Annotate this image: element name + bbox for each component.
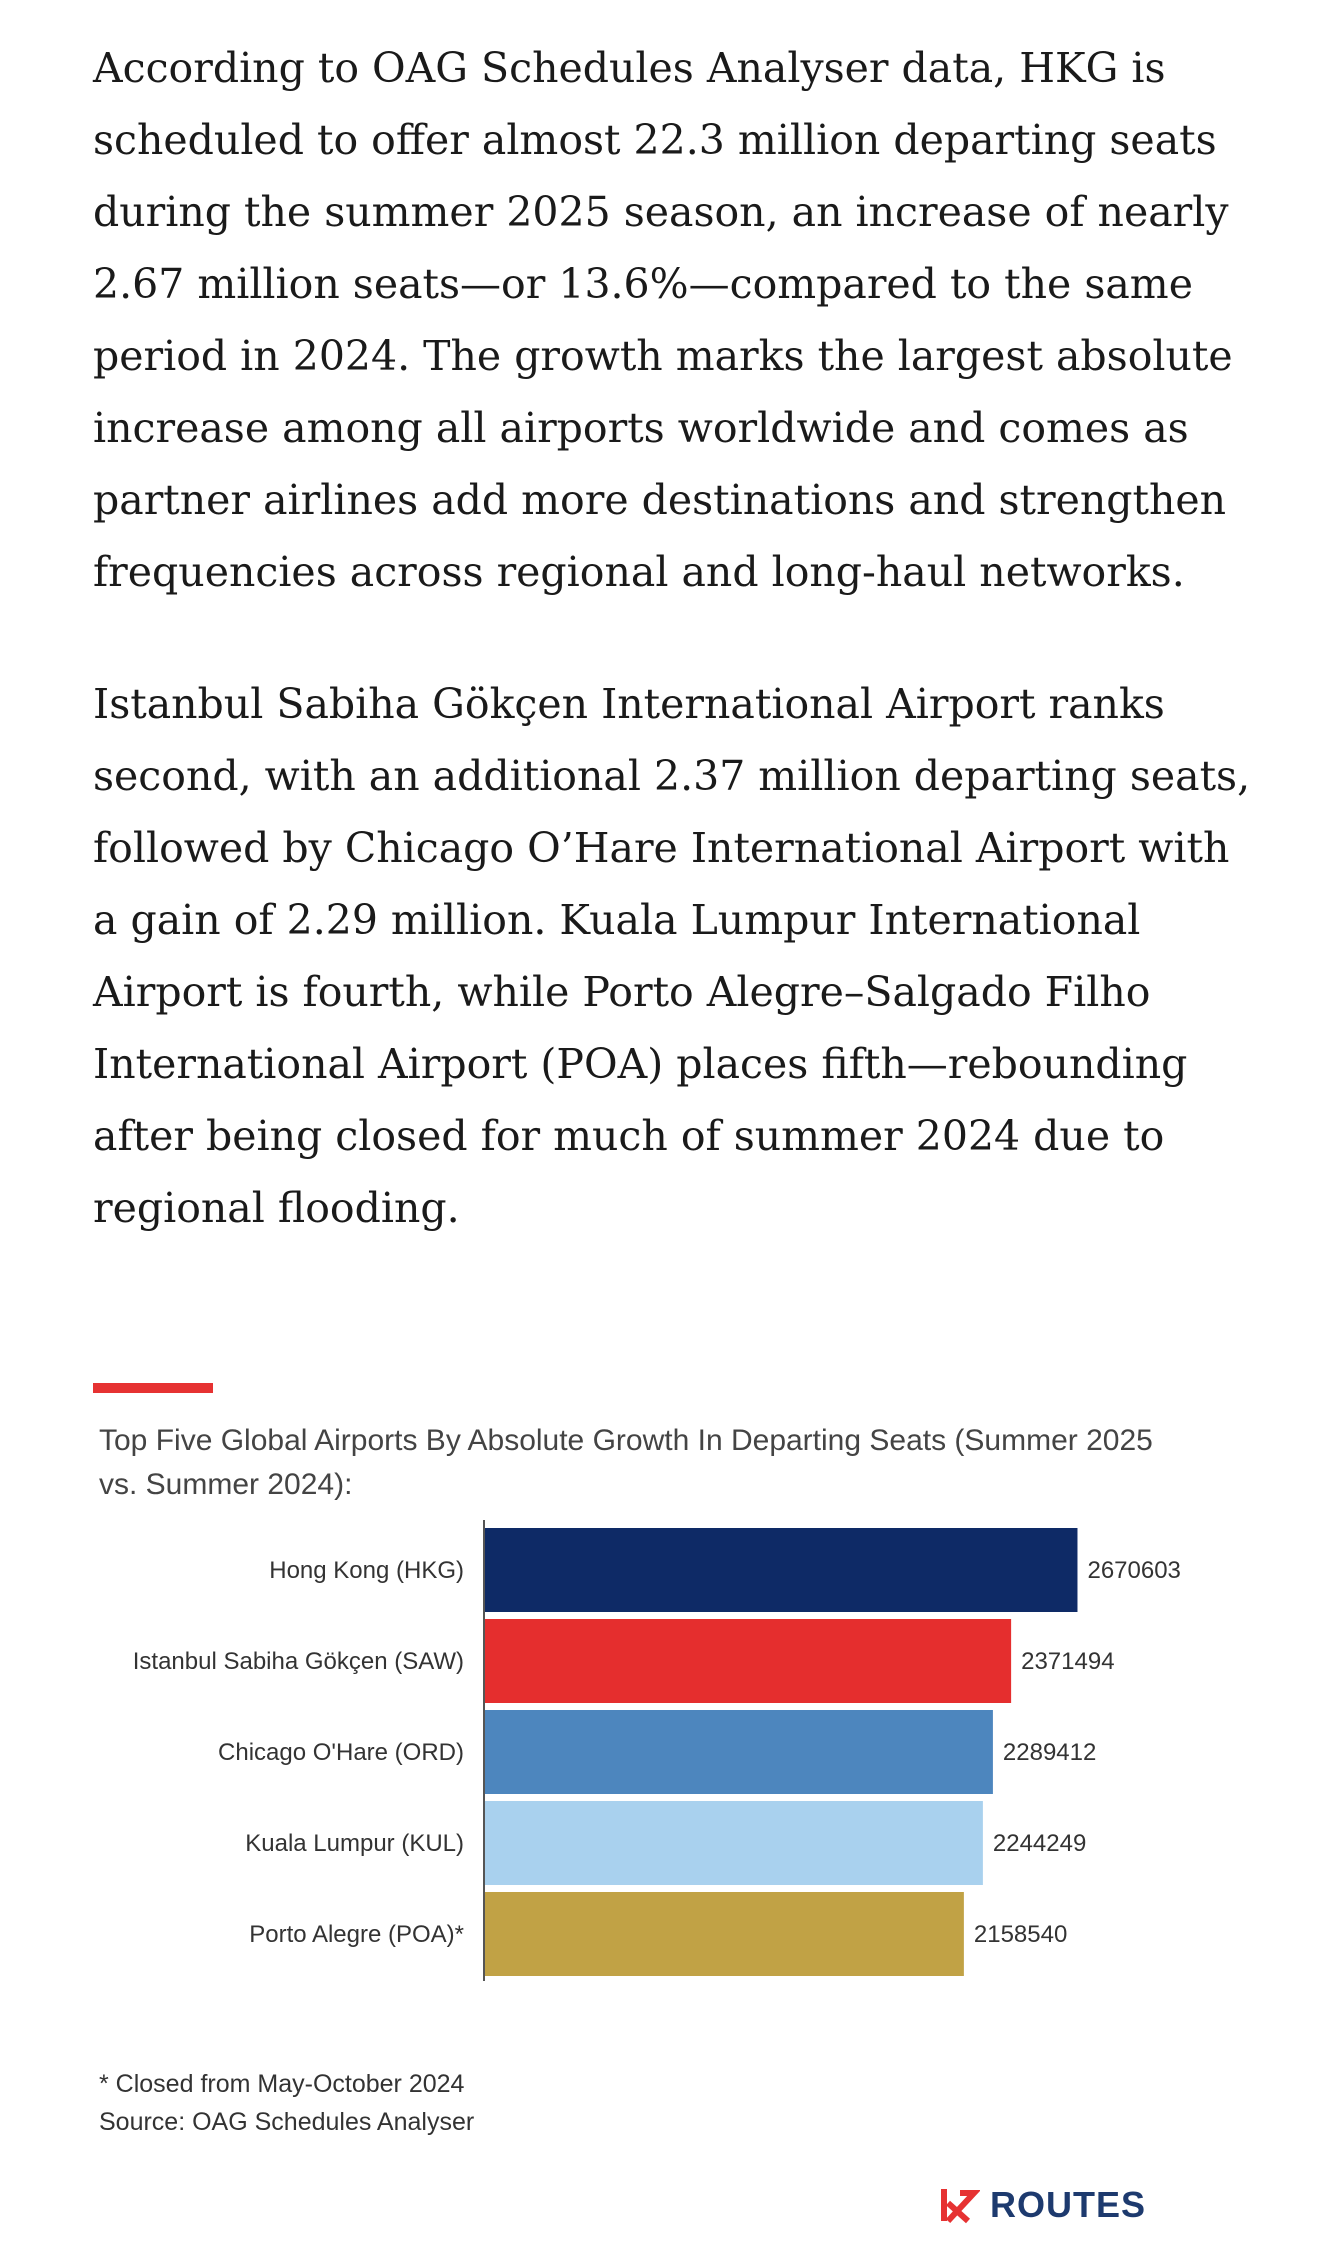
- bar: [485, 1619, 1011, 1703]
- bar: [485, 1710, 993, 1794]
- routes-logo-text: ROUTES: [990, 2184, 1147, 2225]
- data-label: 2670603: [1087, 1557, 1181, 1584]
- category-label: Istanbul Sabiha Gökçen (SAW): [132, 1648, 464, 1675]
- article-body: [93, 32, 1253, 1304]
- data-label: 2244249: [992, 1830, 1087, 1857]
- chart-source: Source: OAG Schedules Analyser: [99, 2108, 475, 2136]
- article-paragraph-1: According to OAG Schedules Analyser data, HKG is scheduled to offer almost 22.3 million departing seats during the summer 2025 season, an increase of nearly 2.67 million seats—or 13.6%—compared to the same period in 2024. The growth marks the largest absolute increase among all airports worldwide and comes as partner airlines add more destinations and strengthen frequencies across regional and long-haul networks.: [93, 44, 1233, 596]
- bar: [485, 1801, 983, 1885]
- chart-footnote: * Closed from May-October 2024: [99, 2070, 465, 2098]
- category-label: Porto Alegre (POA)*: [249, 1921, 464, 1948]
- bar: [485, 1892, 964, 1976]
- article-paragraph-2: Istanbul Sabiha Gökçen International Airport ranks second, with an additional 2.37 million departing seats, followed by Chicago O’Hare International Airport with a gain of 2.29 million. Kuala Lumpur International Airport is fourth, while Porto Alegre–Salgado Filho International Airport (POA) places fifth—rebounding after being closed for much of summer 2024 due to regional flooding.: [93, 680, 1251, 1232]
- data-label: 2289412: [1002, 1739, 1097, 1766]
- bar: [485, 1528, 1077, 1612]
- chart-accent-bar: [93, 1383, 213, 1393]
- bar-chart: [0, 1520, 1320, 2040]
- category-label: Kuala Lumpur (KUL): [245, 1830, 464, 1857]
- chart-notes: [99, 2065, 474, 2141]
- data-label: 2371494: [1021, 1648, 1115, 1675]
- category-label: Chicago O'Hare (ORD): [218, 1739, 464, 1766]
- routes-logo: [940, 2184, 1146, 2226]
- data-label: 2158540: [973, 1921, 1068, 1948]
- chart-title: Top Five Global Airports By Absolute Growth In Departing Seats (Summer 2025 vs. Summer 2024):: [99, 1424, 1153, 1501]
- category-label: Hong Kong (HKG): [269, 1557, 464, 1584]
- routes-logo-icon: [940, 2185, 980, 2225]
